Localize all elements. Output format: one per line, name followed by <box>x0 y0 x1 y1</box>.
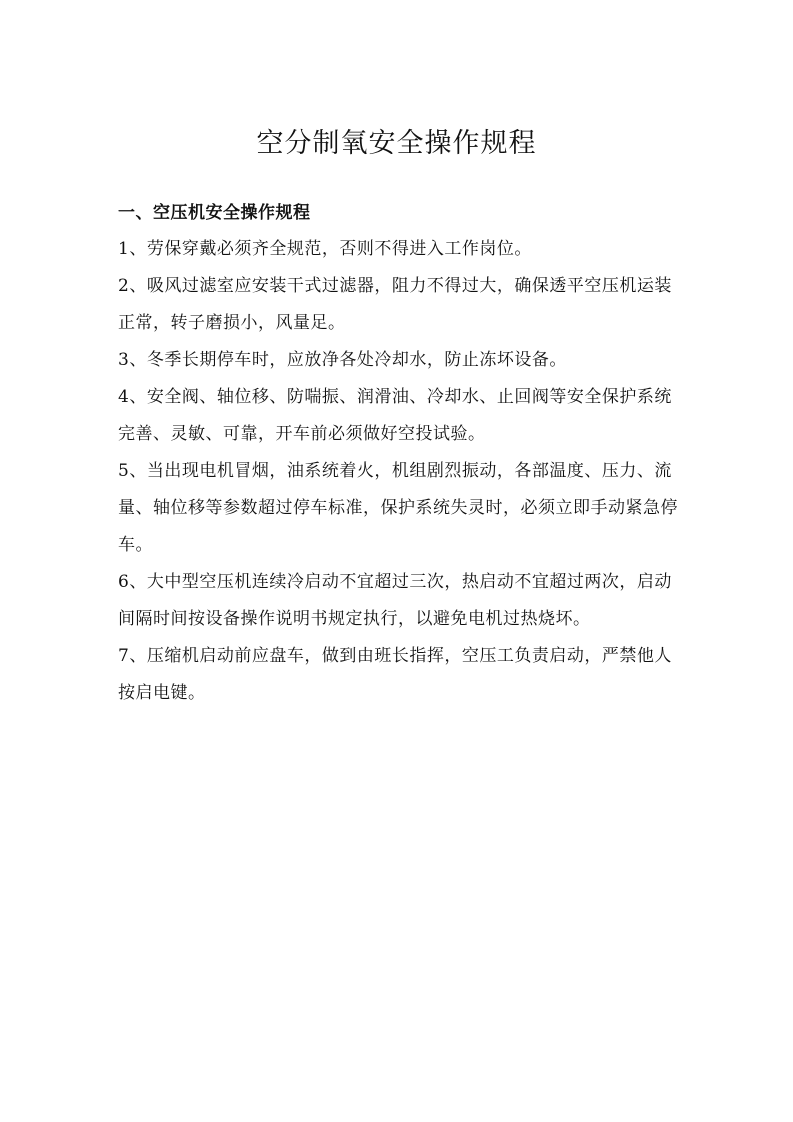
rule-paragraph-4: 4、安全阀、轴位移、防喘振、润滑油、冷却水、止回阀等安全保护系统完善、灵敏、可靠，开车前必须做好空投试验。 <box>118 387 672 444</box>
document-body <box>118 198 683 712</box>
rule-paragraph-5: 5、当出现电机冒烟，油系统着火，机组剧烈振动，各部温度、压力、流量、轴位移等参数超过停车标准，保护系统失灵时，必须立即手动紧急停车。 <box>118 461 678 555</box>
rule-paragraph-2: 2、吸风过滤室应安装干式过滤器，阻力不得过大，确保透平空压机运装正常，转子磨损小，风量足。 <box>118 276 672 333</box>
rule-paragraph-1: 1、劳保穿戴必须齐全规范，否则不得进入工作岗位。 <box>118 239 532 259</box>
section-heading: 一、空压机安全操作规程 <box>118 203 311 223</box>
rule-paragraph-7: 7、压缩机启动前应盘车，做到由班长指挥，空压工负责启动，严禁他人按启电键。 <box>118 646 672 703</box>
rule-paragraph-3: 3、冬季长期停车时，应放净各处冷却水，防止冻坏设备。 <box>118 350 567 370</box>
document-title: 空分制氧安全操作规程 <box>256 128 537 159</box>
rule-paragraph-6: 6、大中型空压机连续冷启动不宜超过三次，热启动不宜超过两次，启动间隔时间按设备操作说明书规定执行，以避免电机过热烧坏。 <box>118 572 672 629</box>
